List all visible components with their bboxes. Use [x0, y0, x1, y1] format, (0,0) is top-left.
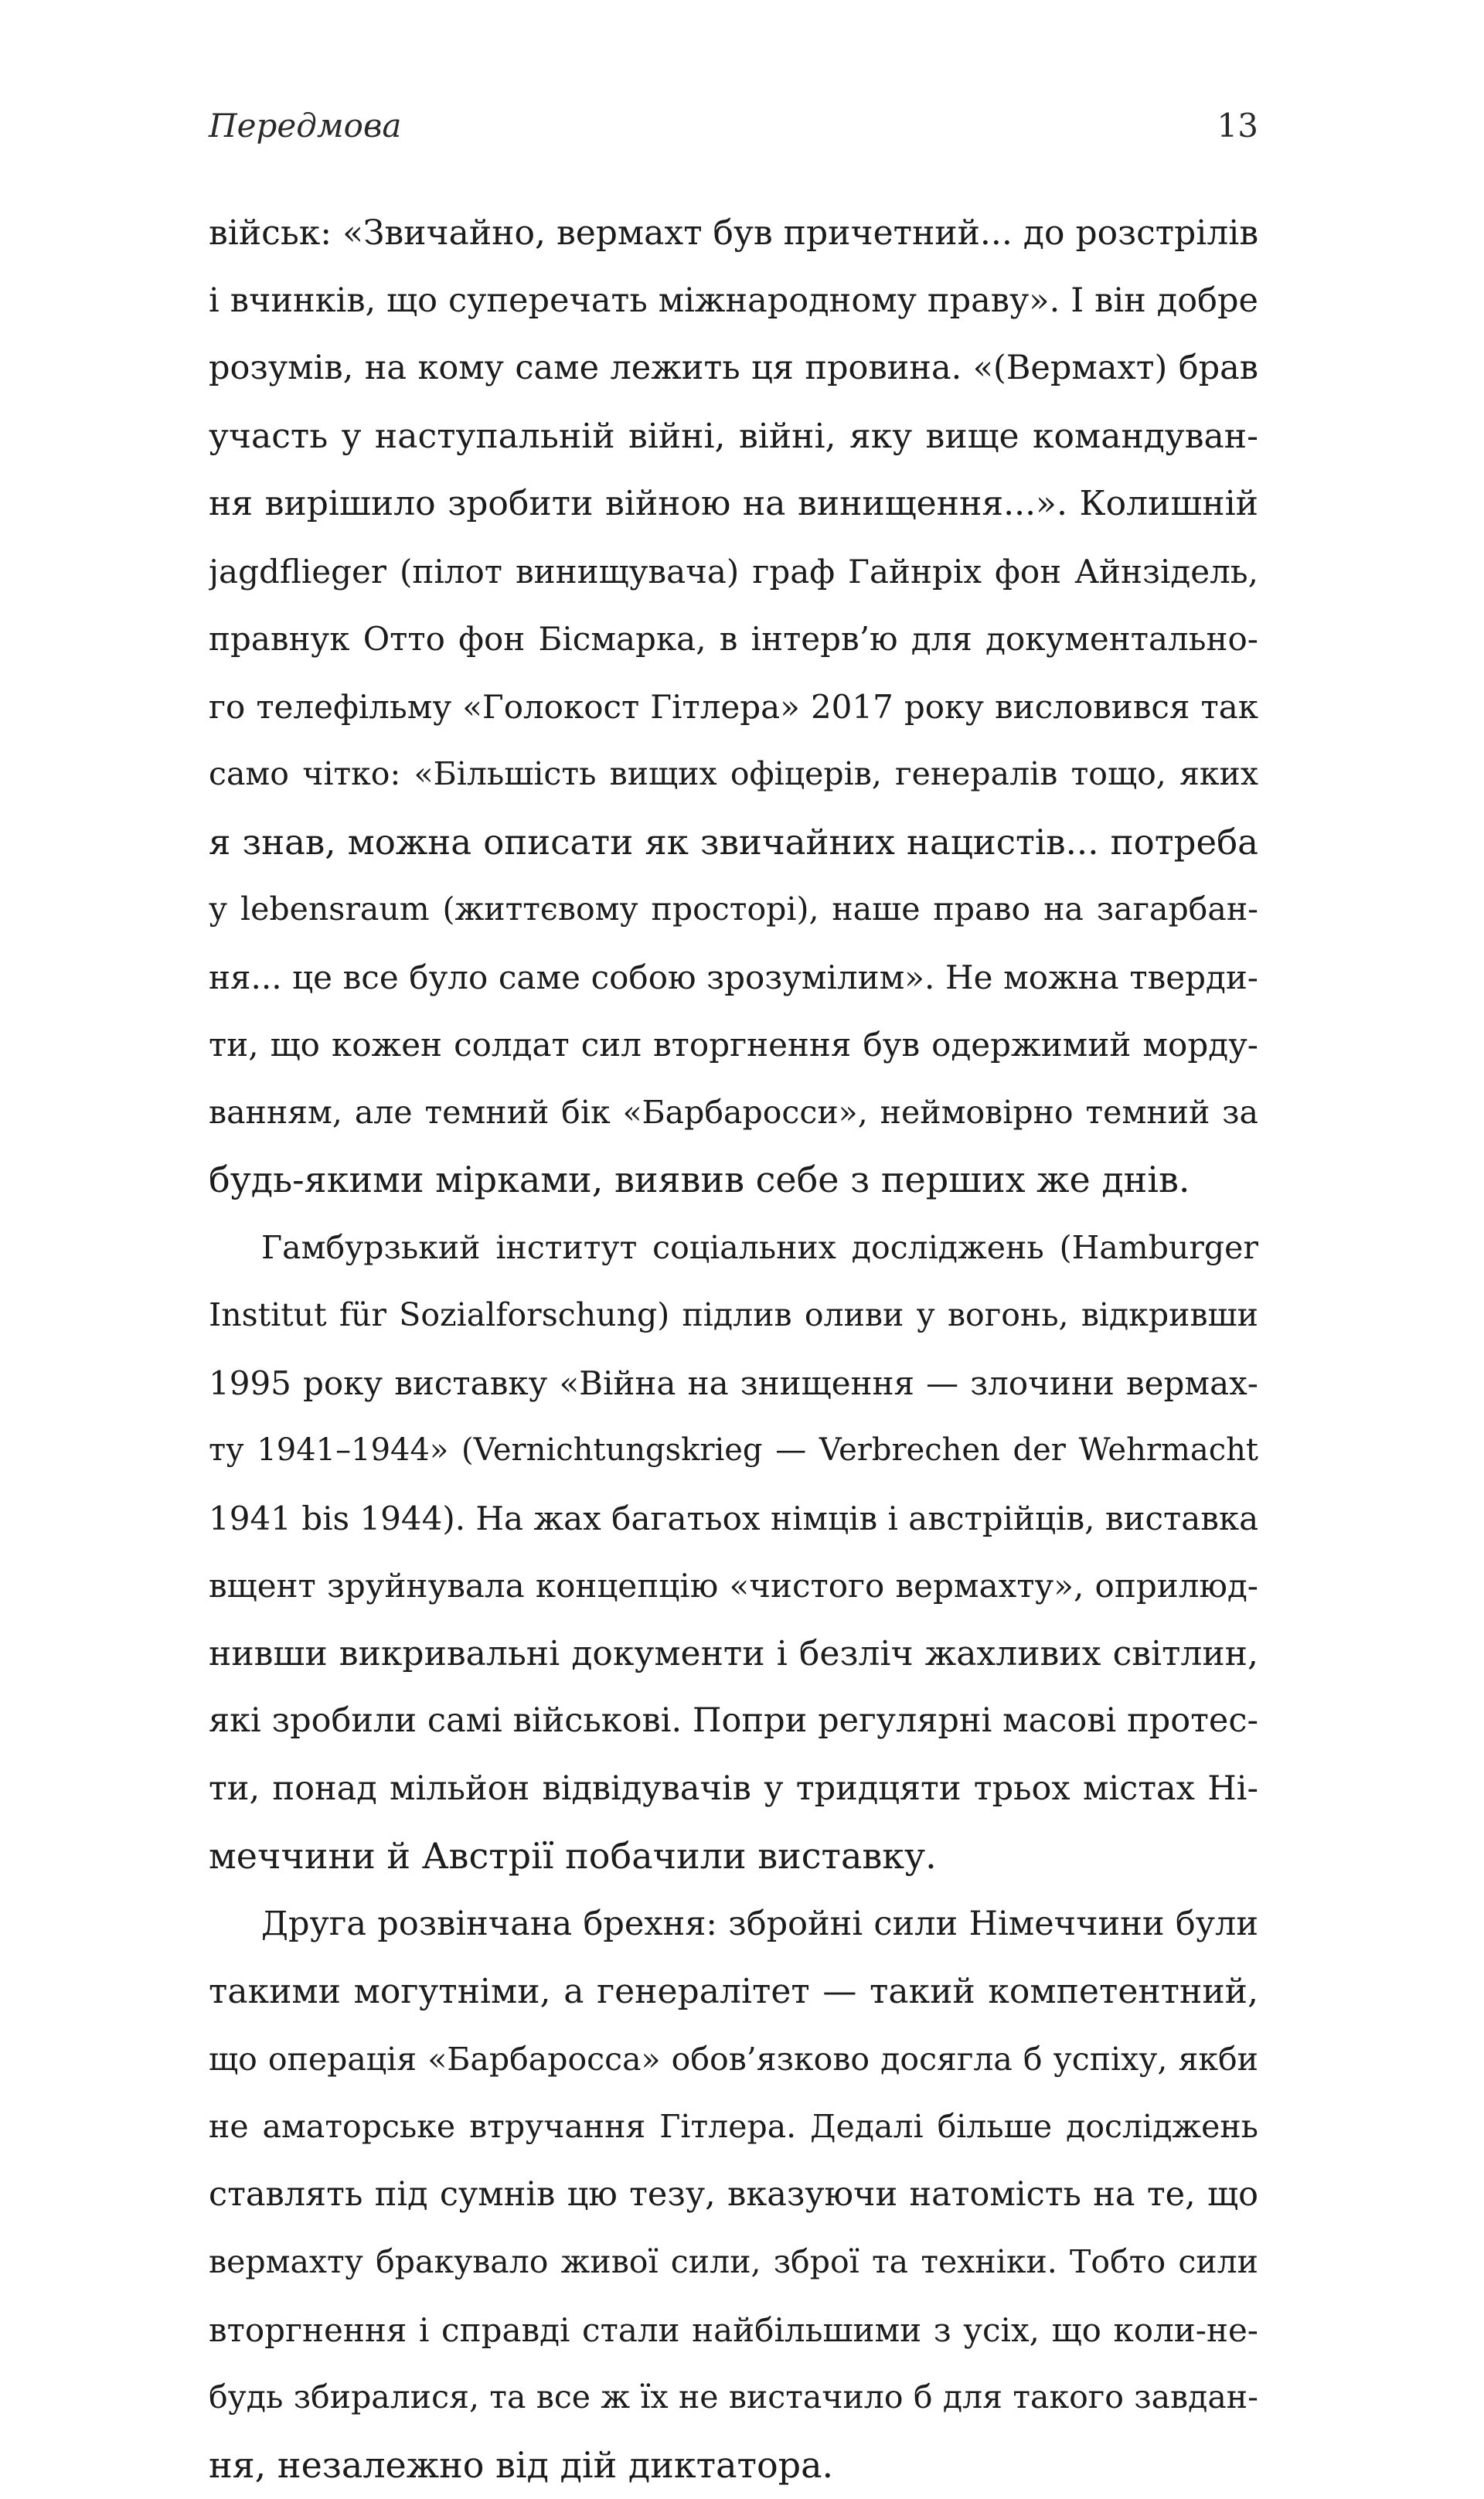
text-line: Друга розвінчана брехня: збройні сили Німеччини були: [209, 1891, 1258, 1959]
text-line: військ: «Звичайно, вермахт був причетний... до розстрілів: [209, 199, 1258, 267]
text-line: 1941 bis 1944). На жах багатьох німців і австрійців, виставка: [209, 1485, 1258, 1553]
text-line: участь у наступальній війні, війні, яку вище командуван-: [209, 403, 1258, 471]
text-line: такими могутніми, а генералітет — такий компетентний,: [209, 1958, 1258, 2026]
text-line: не аматорське втручання Гітлера. Дедалі більше досліджень: [209, 2093, 1258, 2161]
paragraph-2: [209, 1214, 1258, 1891]
text-line: що операція «Барбаросса» обов’язково досягла б успіху, якби: [209, 2026, 1258, 2094]
section-title: Передмова: [209, 107, 401, 145]
text-line: меччини й Австрії побачили виставку.: [209, 1823, 1258, 1891]
text-line: само чітко: «Більшість вищих офіцерів, генералів тощо, яких: [209, 741, 1258, 809]
text-line: ня, незалежно від дій диктатора.: [209, 2432, 1258, 2499]
text-line: я знав, можна описати як звичайних нацистів... потреба: [209, 809, 1258, 877]
text-line: 1995 року виставку «Війна на знищення — злочини вермах-: [209, 1350, 1258, 1418]
text-line: розумів, на кому саме лежить ця провина. «(Вермахт) брав: [209, 335, 1258, 403]
text-line: вщент зруйнувала концепцію «чистого вермахту», оприлюд-: [209, 1552, 1258, 1620]
text-line: будь-якими мірками, виявив себе з перших же днів.: [209, 1146, 1258, 1214]
text-line: які зробили самі військові. Попри регулярні масові протес-: [209, 1687, 1258, 1755]
running-head: [209, 107, 1258, 153]
text-line: правнук Отто фон Бісмарка, в інтерв’ю для документально-: [209, 605, 1258, 673]
paragraph-3: [209, 1891, 1258, 2499]
text-line: го телефільму «Голокост Гітлера» 2017 року висловився так: [209, 673, 1258, 741]
page-number: 13: [1217, 107, 1258, 145]
text-line: ставлять під сумнів цю тезу, вказуючи натомість на те, що: [209, 2161, 1258, 2229]
text-line: у lebensraum (життєвому просторі), наше право на загарбан-: [209, 876, 1258, 944]
text-line: ти, що кожен солдат сил вторгнення був одержимий морду-: [209, 1011, 1258, 1079]
text-line: ня... це все було саме собою зрозумілим». Не можна тверди-: [209, 944, 1258, 1012]
text-line: вторгнення і справді стали найбільшими з усіх, що коли-не-: [209, 2296, 1258, 2365]
text-line: будь збиралися, та все ж їх не вистачило б для такого завдан-: [209, 2364, 1258, 2432]
body-text: [209, 199, 1258, 2499]
text-line: ти, понад мільйон відвідувачів у тридцяти трьох містах Ні-: [209, 1755, 1258, 1823]
text-line: ту 1941–1944» (Vernichtungskrieg — Verbrechen der Wehrmacht: [209, 1417, 1258, 1485]
text-line: jagdflieger (пілот винищувача) граф Гайнріх фон Айнзідель,: [209, 538, 1258, 606]
text-line: і вчинків, що суперечать міжнародному праву». І він добре: [209, 267, 1258, 335]
text-line: Institut für Sozialforschung) підлив оливи у вогонь, відкривши: [209, 1282, 1258, 1350]
text-line: вермахту бракувало живої сили, зброї та техніки. Тобто сили: [209, 2228, 1258, 2296]
text-line: ванням, але темний бік «Барбаросси», неймовірно темний за: [209, 1079, 1258, 1147]
paragraph-1: [209, 199, 1258, 1214]
text-line: ня вирішило зробити війною на винищення...». Колишній: [209, 470, 1258, 538]
text-line: нивши викривальні документи і безліч жахливих світлин,: [209, 1620, 1258, 1688]
text-line: Гамбурзький інститут соціальних досліджень (Hamburger: [209, 1214, 1258, 1282]
